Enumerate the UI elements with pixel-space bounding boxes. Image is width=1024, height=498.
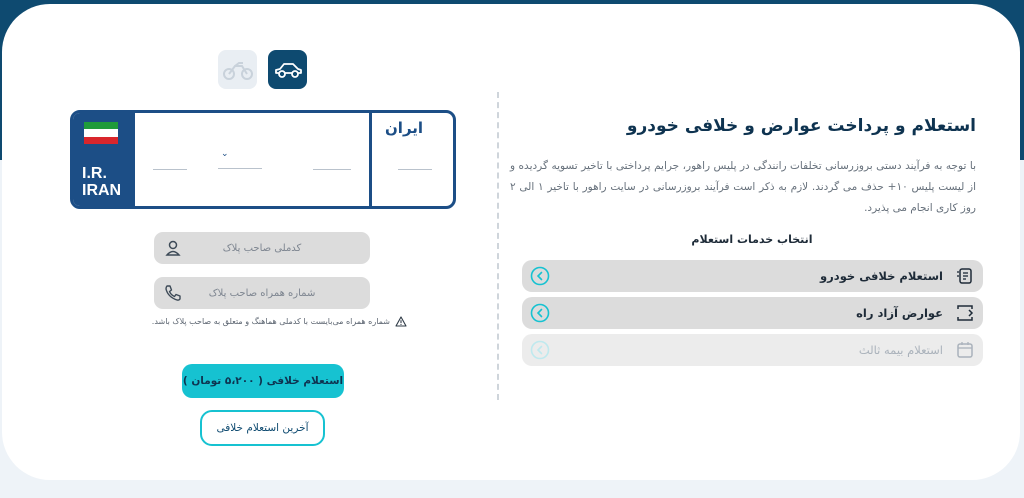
national-code-input[interactable] [154,232,370,264]
license-plate [70,110,456,209]
user-icon [164,239,182,257]
service-label: استعلام بیمه ثالث [858,343,943,357]
calendar-icon [955,340,975,360]
plate-iran-label: ایران [385,119,424,137]
service-third-party-insurance [522,334,983,366]
phone-warning-text: شماره همراه می‌بایست با کدملی هماهنگ و متعلق به صاحب پلاک باشد. [151,317,390,326]
chevron-left-icon [530,266,550,286]
phone-number-placeholder: شماره همراه صاحب پلاک [208,287,316,299]
car-type-button[interactable] [268,50,307,89]
service-label: عوارض آزاد راه [856,306,943,320]
iran-flag-icon [84,122,118,144]
phone-warning [125,316,407,327]
plate-country-name: IRAN [82,182,122,199]
main-card [2,4,1020,480]
plate-separator [369,113,372,206]
chevron-down-icon[interactable]: ⌄ [221,149,229,159]
plate-region-input[interactable] [398,169,432,170]
plate-digits-2-input[interactable] [153,169,187,170]
plate-country-strip [73,113,135,206]
chevron-left-icon [530,340,550,360]
service-label: استعلام خلافی خودرو [820,269,943,283]
page-description: با توجه به فرآیند دستی بروزرسانی تخلفات رانندگی در پلیس راهور، جرایم پرداختی با تاخیر تسویه گردیده و از لیست پلیس ۱۰+ حذف می گردند. لازم به ذکر است فرآیند بروزرسانی در سایت راهور با تاخیر ۱ الی ۲ روز کاری انجام می پذیرد. [510,160,977,214]
car-icon [273,60,303,80]
plate-country-code: I.R. [82,165,107,182]
national-code-placeholder: کدملی صاحب پلاک [222,242,302,254]
phone-icon [164,284,182,302]
warning-icon [395,316,407,327]
last-inquiry-button[interactable]: آخرین استعلام خلافی [200,410,325,446]
service-freeway-toll[interactable] [522,297,983,329]
phone-number-input[interactable] [154,277,370,309]
plate-digits-3-input[interactable] [313,169,351,170]
fines-list-icon [955,266,975,286]
motorcycle-icon [223,59,253,81]
column-divider [497,92,499,400]
plate-letter-select[interactable] [218,168,262,169]
motorcycle-type-button[interactable] [218,50,257,89]
service-vehicle-fines[interactable] [522,260,983,292]
inquiry-button[interactable]: استعلام خلافی ( ۵،۲۰۰ تومان ) [182,364,344,398]
chevron-left-icon [530,303,550,323]
services-heading: انتخاب خدمات استعلام [691,233,813,246]
page-title: استعلام و پرداخت عوارض و خلافی خودرو [626,116,976,136]
freeway-toll-icon [955,303,975,323]
